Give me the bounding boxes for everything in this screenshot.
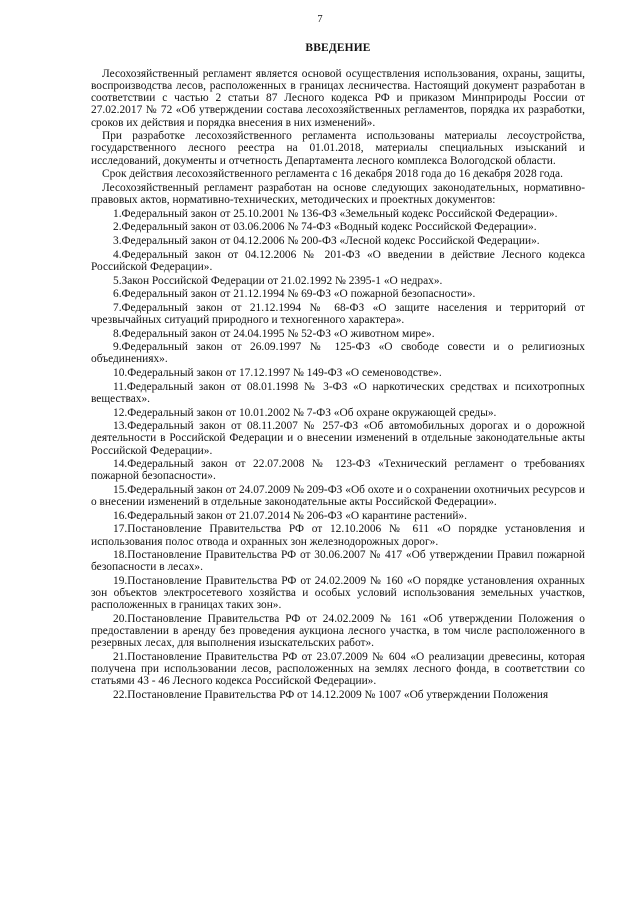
list-item-number: 21.	[113, 651, 128, 664]
list-item	[91, 651, 585, 687]
list-item	[91, 208, 585, 220]
intro-paragraph: Лесохозяйственный регламент является основой осуществления использования, охраны, защиты, воспроизводства лесов, расположенных в границах лесничества. Настоящий документ разработан в соответствии с частью 2 статьи 87 Лесного кодекса РФ и приказом Минприроды России от 27.02.2017 № 72 «Об утверждении состава лесохозяйственных регламентов, порядка их разработки, сроков их действия и порядка внесения в них изменений».	[91, 68, 585, 129]
validity-paragraph: Срок действия лесохозяйственного регламента с 16 декабря 2018 года до 16 декабря 2028 года.	[102, 168, 563, 181]
list-item-text: Постановление Правительства РФ от 23.07.2009 № 604 «О реализации древесины, которая получена при использовании лесов, расположенных на землях лесного фонда, в соответствии со статьями 43 - 46 Лесного кодекса Российской Федерации».	[91, 651, 585, 688]
list-item-text: Закон Российской Федерации от 21.02.1992 № 2395-1 «О недрах».	[121, 274, 443, 287]
list-item-text: Постановление Правительства РФ от 14.12.2009 № 1007 «Об утверждении Положения	[127, 689, 549, 701]
list-item-number: 15.	[113, 484, 128, 496]
list-item	[91, 407, 585, 419]
list-item-text: Федеральный закон от 24.07.2009 № 209-ФЗ «Об охоте и о сохранении охотничьих ресурсов и о внесении изменений в отдельные законодательные акты Российской Федерации».	[91, 484, 585, 509]
list-item-number: 20.	[113, 613, 128, 626]
list-item-text: Федеральный закон от 21.07.2014 № 206-ФЗ «О карантине растений».	[127, 509, 467, 522]
list-item	[91, 458, 585, 482]
list-item-text: Федеральный закон от 24.04.1995 № 52-ФЗ «О животном мире».	[121, 327, 435, 340]
list-item	[91, 510, 585, 522]
list-item	[91, 288, 585, 300]
list-item-number: 7.	[113, 301, 122, 314]
list-item	[91, 689, 585, 701]
list-item	[91, 221, 585, 233]
list-item-number: 13.	[113, 420, 128, 433]
list-item-number: 1.	[113, 207, 122, 220]
page-content	[91, 42, 585, 703]
list-item-text: Федеральный закон от 22.07.2008 № 123-ФЗ «Технический регламент о требованиях пожарной безопасности».	[91, 458, 585, 483]
materials-paragraph: При разработке лесохозяйственного регламента использованы материалы лесоустройства, государственного лесного реестра на 01.01.2018, материалы специальных изысканий и исследований, документы и отчетность Департамента лесного комплекса Вологодской области.	[91, 130, 585, 167]
list-item	[91, 367, 585, 379]
list-item-number: 3.	[113, 235, 122, 248]
list-item-number: 22.	[113, 689, 128, 701]
list-item	[91, 575, 585, 611]
list-item	[91, 249, 585, 273]
list-item-text: Федеральный закон от 04.12.2006 № 200-ФЗ «Лесной кодекс Российской Федерации».	[121, 235, 540, 248]
list-item-number: 19.	[113, 575, 128, 588]
list-item-number: 18.	[113, 549, 128, 562]
list-item	[91, 235, 585, 247]
legal-documents-list	[91, 208, 585, 701]
list-item	[91, 275, 585, 287]
page-number: 7	[317, 14, 323, 25]
list-item-number: 6.	[113, 288, 122, 301]
list-item-text: Постановление Правительства РФ от 30.06.2007 № 417 «Об утверждении Правил пожарной безопасности в лесах».	[91, 549, 585, 574]
list-item	[91, 328, 585, 340]
list-item-number: 12.	[113, 406, 128, 419]
basis-paragraph: Лесохозяйственный регламент разработан на основе следующих законодательных, нормативно-правовых актов, нормативно-технических, методических и проектных документов:	[91, 181, 585, 207]
list-item-text: Федеральный закон от 08.01.1998 № 3-ФЗ «О наркотических средствах и психотропных веществах».	[91, 380, 585, 405]
list-item	[91, 381, 585, 405]
section-heading: ВВЕДЕНИЕ	[305, 42, 371, 54]
list-item-number: 5.	[113, 274, 122, 287]
list-item-number: 11.	[113, 380, 127, 393]
list-item-number: 2.	[113, 221, 122, 234]
list-item-number: 10.	[113, 367, 128, 380]
list-item-text: Федеральный закон от 17.12.1997 № 149-ФЗ «О семеноводстве».	[127, 367, 442, 380]
list-item-text: Федеральный закон от 26.09.1997 № 125-ФЗ «О свободе совести и о религиозных объединениях».	[91, 341, 585, 366]
list-item	[91, 302, 585, 326]
list-item-number: 14.	[113, 458, 128, 471]
list-item-text: Федеральный закон от 25.10.2001 № 136-ФЗ «Земельный кодекс Российской Федерации».	[121, 207, 558, 220]
list-item	[91, 420, 585, 456]
list-item-number: 8.	[113, 327, 122, 340]
list-item-text: Федеральный закон от 21.12.1994 № 69-ФЗ «О пожарной безопасности».	[121, 288, 476, 301]
list-item-text: Федеральный закон от 21.12.1994 № 68-ФЗ «О защите населения и территорий от чрезвычайных ситуаций природного и техногенного характера».	[91, 301, 585, 326]
list-item-text: Федеральный закон от 08.11.2007 № 257-ФЗ «Об автомобильных дорогах и о дорожной деятельности в Российской Федерации и о внесении изменений в отдельные законодательные акты Российской Федерации».	[91, 420, 585, 457]
list-item-number: 4.	[113, 248, 122, 261]
list-item-text: Федеральный закон от 04.12.2006 № 201-ФЗ «О введении в действие Лесного кодекса Российской Федерации».	[91, 248, 585, 273]
list-item-number: 9.	[113, 341, 122, 354]
list-item-number: 16.	[113, 509, 128, 522]
list-item-text: Федеральный закон от 10.01.2002 № 7-ФЗ «Об охране окружающей среды».	[127, 406, 497, 419]
list-item	[91, 341, 585, 365]
list-item	[91, 549, 585, 573]
list-item	[91, 613, 585, 649]
list-item	[91, 484, 585, 508]
list-item-text: Федеральный закон от 03.06.2006 № 74-ФЗ «Водный кодекс Российской Федерации».	[121, 221, 537, 234]
list-item-text: Постановление Правительства РФ от 24.02.2009 № 160 «О порядке установления охранных зон объектов электросетевого хозяйства и особых условий использования земельных участков, расположенных в границах таких зон».	[91, 575, 585, 612]
list-item-text: Постановление Правительства РФ от 24.02.2009 № 161 «Об утверждении Положения о предоставлении в аренду без проведения аукциона лесного участка, в том числе расположенного в резервных лесах, для выполнения изыскательских работ».	[91, 613, 585, 650]
list-item-text: Постановление Правительства РФ от 12.10.2006 № 611 «О порядке установления и использования полос отвода и охранных зон железнодорожных дорог».	[91, 523, 585, 548]
list-item-number: 17.	[113, 523, 128, 536]
list-item	[91, 523, 585, 547]
